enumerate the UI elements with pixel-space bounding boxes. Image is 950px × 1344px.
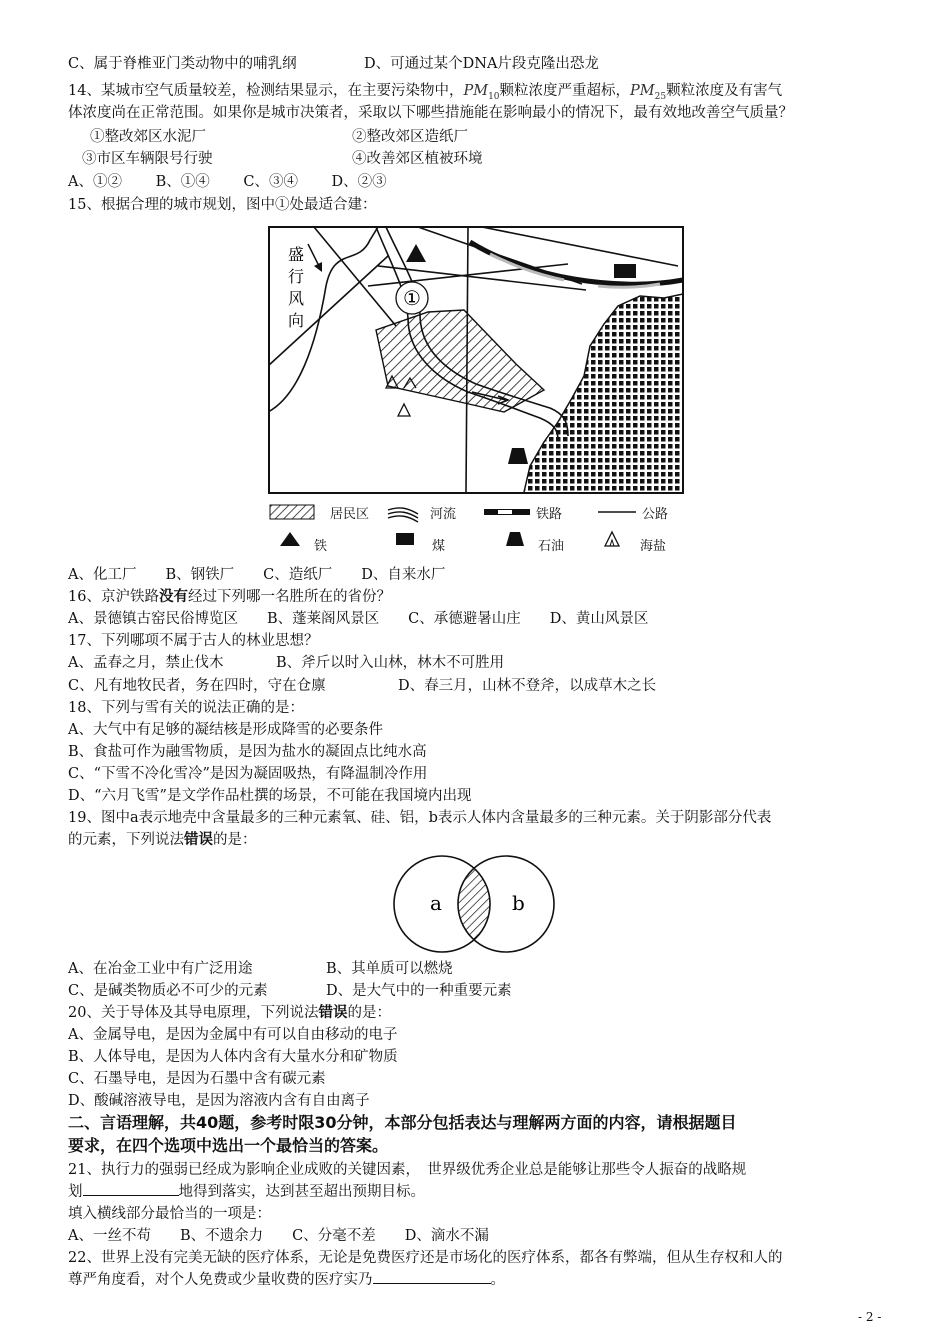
q17-option-c: C、凡有地牧民者，务在四时，守在仓廪 [68,678,326,694]
q16-stem: 16、京沪铁路没有经过下列哪一名胜所在的省份？ [68,588,391,605]
q14-stem-line2: 体浓度尚在正常范围。如果你是城市决策者，采取以下哪些措施能在影响最小的情况下，最有效地改善空气质量？ [68,105,793,121]
q14-measure-1: ①整改郊区水泥厂 [90,129,206,145]
legend-residential: 居民区 [330,507,370,522]
wind-char-4: 向 [288,311,305,330]
q20-option-a: A、金属导电，是因为金属中有可以自由移动的电子 [68,1027,398,1043]
wind-char-2: 行 [288,267,305,286]
q14-measure-4: ④改善郊区植被环境 [352,151,483,167]
q21-stem-line1: 21、执行力的强弱已经成为影响企业成败的关键因素， 世界级优秀企业总是能够让那些令人振奋的战略规 [68,1162,747,1178]
q21-options: A、一丝不苟 B、不遗余力 C、分毫不差 D、滴水不漏 [68,1228,489,1244]
pm10-formula: $PM_{10}$ [463,83,500,102]
q20-option-d: D、酸碱溶液导电，是因为溶液内含有自由离子 [68,1093,370,1109]
wind-char-1: 盛 [288,245,305,264]
q15-options: A、化工厂 B、钢铁厂 C、造纸厂 D、自来水厂 [68,567,446,583]
venn-label-a: a [430,891,442,915]
legend-sea-salt: 海盐 [640,539,667,554]
q17-option-a: A、孟春之月，禁止伐木 [68,655,224,671]
q20-option-b: B、人体导电，是因为人体内含有大量水分和矿物质 [68,1049,398,1065]
q14-measure-2: ②整改郊区造纸厂 [352,129,468,145]
q18-option-c: C、“下雪不冷化雪冷”是因为凝固吸热，有降温制冷作用 [68,766,428,782]
q17-stem: 17、下列哪项不属于古人的林业思想？ [68,633,319,649]
q19-option-a: A、在冶金工业中有广泛用途 [68,961,253,977]
q22-blank[interactable] [373,1269,491,1284]
q19-option-b: B、其单质可以燃烧 [326,961,453,977]
q14-stem-line1: 14、某城市空气质量较差，检测结果显示，在主要污染物中，$PM_{10}$颗粒浓度严重超标，$PM_{25}$颗粒浓度及有害气 [68,83,783,102]
q19-option-c: C、是碱类物质必不可少的元素 [68,983,268,999]
venn-label-b: b [512,891,525,915]
wind-char-3: 风 [288,289,305,308]
q13-option-c: C、属于脊椎亚门类动物中的哺乳纲 [68,56,297,72]
legend-river: 河流 [430,507,457,522]
page-number: - 2 - [858,1310,882,1324]
city-planning-map [268,226,684,494]
q20-option-c: C、石墨导电，是因为石墨中含有碳元素 [68,1071,326,1087]
q14-measure-3: ③市区车辆限号行驶 [82,151,213,167]
q17-option-b: B、斧斤以时入山林，林木不可胜用 [276,655,505,671]
q19-option-d: D、是大气中的一种重要元素 [326,983,512,999]
legend-railway: 铁路 [536,507,563,522]
q17-option-d: D、春三月，山林不登斧，以成草木之长 [398,678,657,694]
site-marker-1: ① [403,286,421,310]
pm25-formula: $PM_{25}$ [630,83,667,102]
q18-option-b: B、食盐可作为融雪物质，是因为盐水的凝固点比纯水高 [68,744,427,760]
q22-stem-line1: 22、世界上没有完美无缺的医疗体系，无论是免费医疗还是市场化的医疗体系，都各有弊端，但从生存权和人的 [68,1250,783,1266]
venn-diagram [384,850,564,958]
q14-options: A、①② B、①④ C、③④ D、②③ [68,174,387,190]
q21-stem-line2: 划 地得到落实，达到甚至超出预期目标。 [68,1181,425,1203]
q13-option-d: D、可通过某个DNA片段克隆出恐龙 [364,56,599,72]
coal-icon [614,264,636,278]
q20-stem: 20、关于导体及其导电原理，下列说法错误的是： [68,1004,391,1021]
q21-instruction: 填入横线部分最恰当的一项是： [68,1206,271,1222]
legend-coal: 煤 [432,539,446,554]
q15-stem: 15、根据合理的城市规划，图中①处最适合建： [68,197,377,213]
legend-highway: 公路 [642,507,669,522]
legend-oil: 石油 [538,539,565,554]
q18-option-a: A、大气中有足够的凝结核是形成降雪的必要条件 [68,722,383,738]
q21-blank[interactable] [83,1181,179,1196]
q19-stem-line2: 的元素，下列说法错误的是： [68,831,257,848]
q22-stem-line2: 尊严角度看，对个人免费或少量收费的医疗实乃 。 [68,1269,505,1291]
q16-options: A、景德镇古窑民俗博览区 B、蓬莱阁风景区 C、承德避暑山庄 D、黄山风景区 [68,611,649,627]
q18-option-d: D、“六月飞雪”是文学作品杜撰的场景，不可能在我国境内出现 [68,788,472,804]
q18-stem: 18、下列与雪有关的说法正确的是： [68,700,304,716]
section2-heading-line2: 要求，在四个选项中选出一个最恰当的答案。 [68,1136,389,1155]
section2-heading-line1: 二、言语理解，共40题，参考时限30分钟，本部分包括表达与理解两方面的内容，请根据题目 [68,1113,737,1132]
legend-iron: 铁 [314,539,328,554]
q19-stem-line1: 19、图中a表示地壳中含量最多的三种元素氧、硅、铝，b表示人体内含量最多的三种元素。关于阴影部分代表 [68,810,772,826]
